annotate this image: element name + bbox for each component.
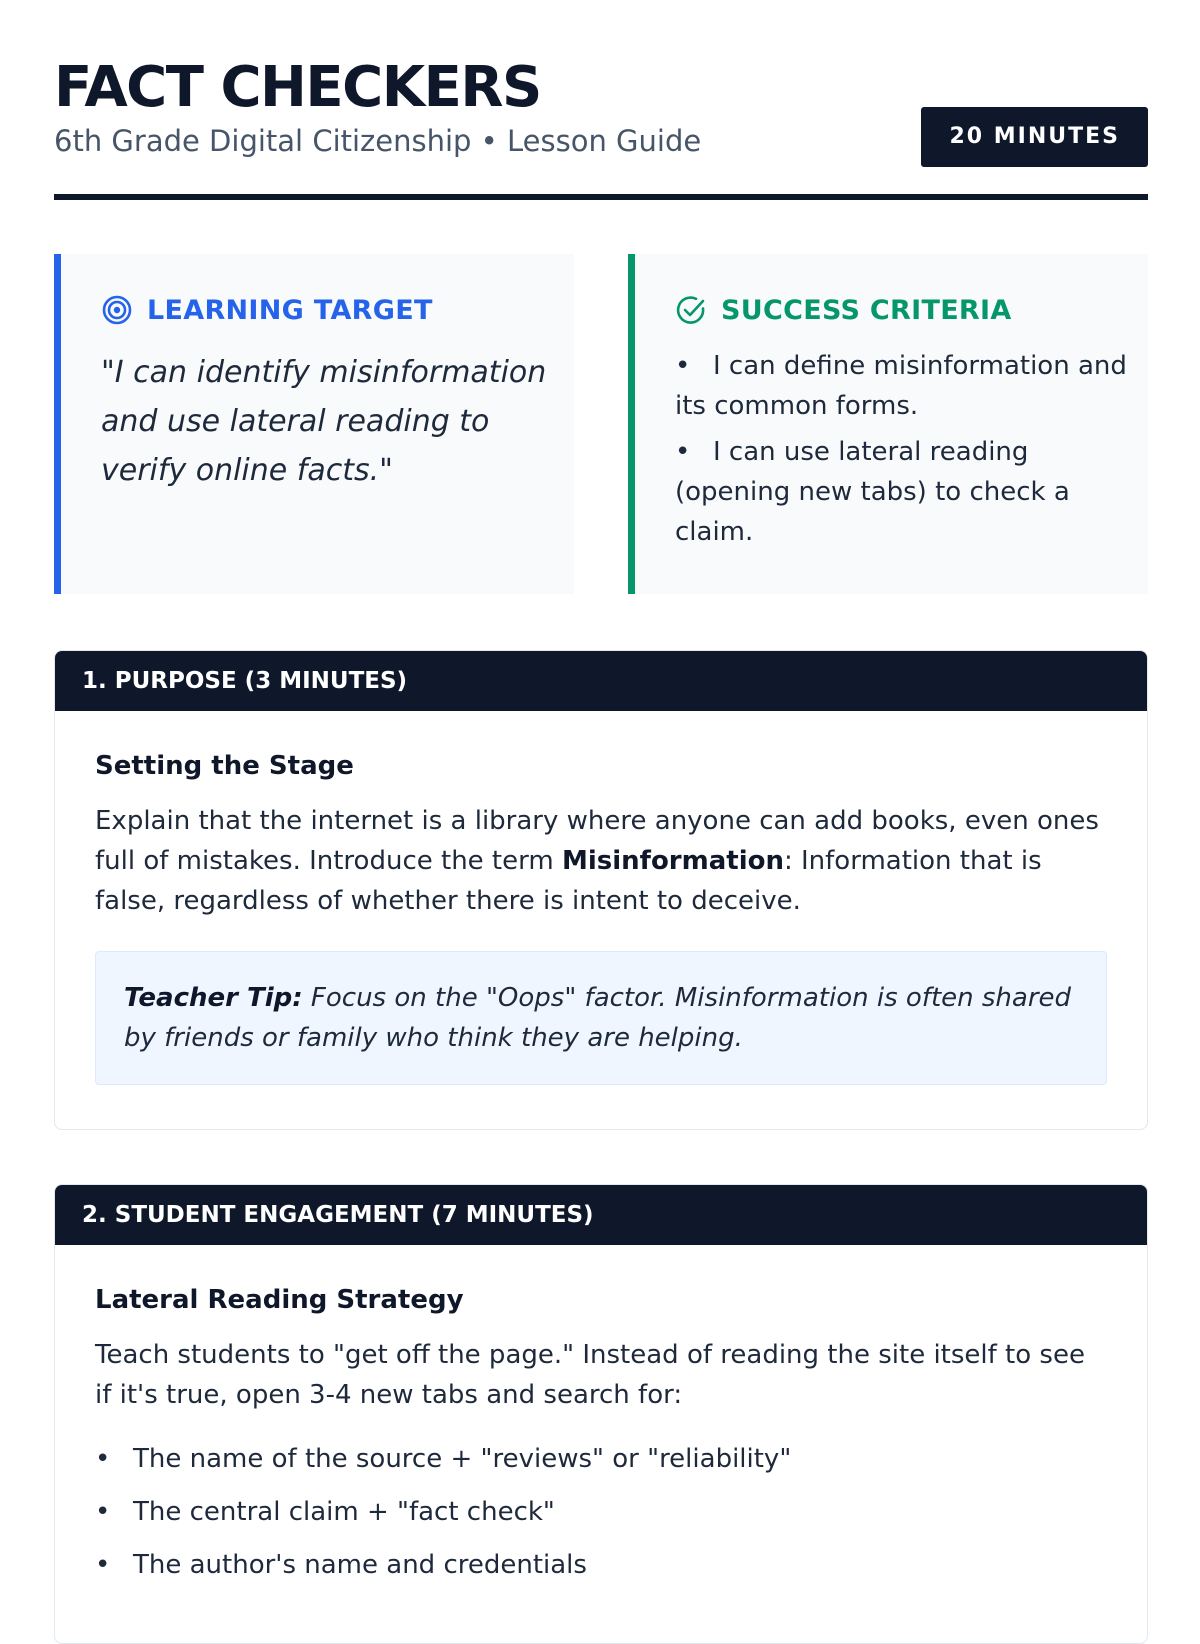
section-subheading: Lateral Reading Strategy: [95, 1285, 464, 1315]
page-title: FACT CHECKERS: [54, 55, 541, 120]
list-item: • I can define misinformation and its common forms.: [675, 351, 1127, 421]
learning-target-card: [54, 254, 574, 594]
header-divider: [54, 194, 1148, 200]
duration-badge: 20 MINUTES: [921, 107, 1148, 167]
section-header: 1. PURPOSE (3 MINUTES): [55, 651, 1147, 711]
list-item: • I can use lateral reading (opening new tabs) to check a claim.: [675, 437, 1070, 547]
list-item: • The author's name and credentials: [95, 1550, 587, 1580]
section-text: Explain that the internet is a library where anyone can add books, even ones full of mistakes. Introduce the term Misinformation: Information that is false, regardless of whether there is intent to deceive.: [95, 806, 1099, 916]
teacher-tip-label: Teacher Tip:: [124, 983, 303, 1013]
search-tips-list: [95, 1433, 1107, 1592]
section-subheading: Setting the Stage: [95, 751, 354, 781]
misinformation-term: Misinformation: [561, 846, 784, 876]
learning-target-quote: "I can identify misinformation and use lateral reading to verify online facts.": [101, 355, 547, 488]
list-item: • The name of the source + "reviews" or "reliability": [95, 1444, 792, 1474]
section-text: Teach students to "get off the page." Instead of reading the site itself to see if it's true, open 3-4 new tabs and search for:: [95, 1340, 1085, 1410]
lesson-guide-page: [54, 0, 1148, 1580]
purpose-section: [54, 650, 1148, 1130]
student-engagement-section: [54, 1184, 1148, 1644]
learning-target-label: LEARNING TARGET: [147, 294, 433, 326]
target-icon: [101, 294, 133, 326]
success-criteria-card: [628, 254, 1148, 594]
list-item: • The central claim + "fact check": [95, 1497, 555, 1527]
teacher-tip: Teacher Tip: Focus on the "Oops" factor. Misinformation is often shared by friends or family who think they are helping.: [95, 951, 1107, 1085]
section-header: 2. STUDENT ENGAGEMENT (7 MINUTES): [55, 1185, 1147, 1245]
success-criteria-label: SUCCESS CRITERIA: [721, 294, 1012, 326]
success-criteria-heading: [675, 294, 1128, 326]
success-criteria-list: [675, 346, 1128, 552]
learning-target-heading: [101, 294, 554, 326]
check-circle-icon: [675, 294, 707, 326]
page-subtitle: 6th Grade Digital Citizenship • Lesson Guide: [54, 124, 702, 158]
objectives-row: [54, 254, 1148, 594]
page-header: [54, 0, 1148, 200]
